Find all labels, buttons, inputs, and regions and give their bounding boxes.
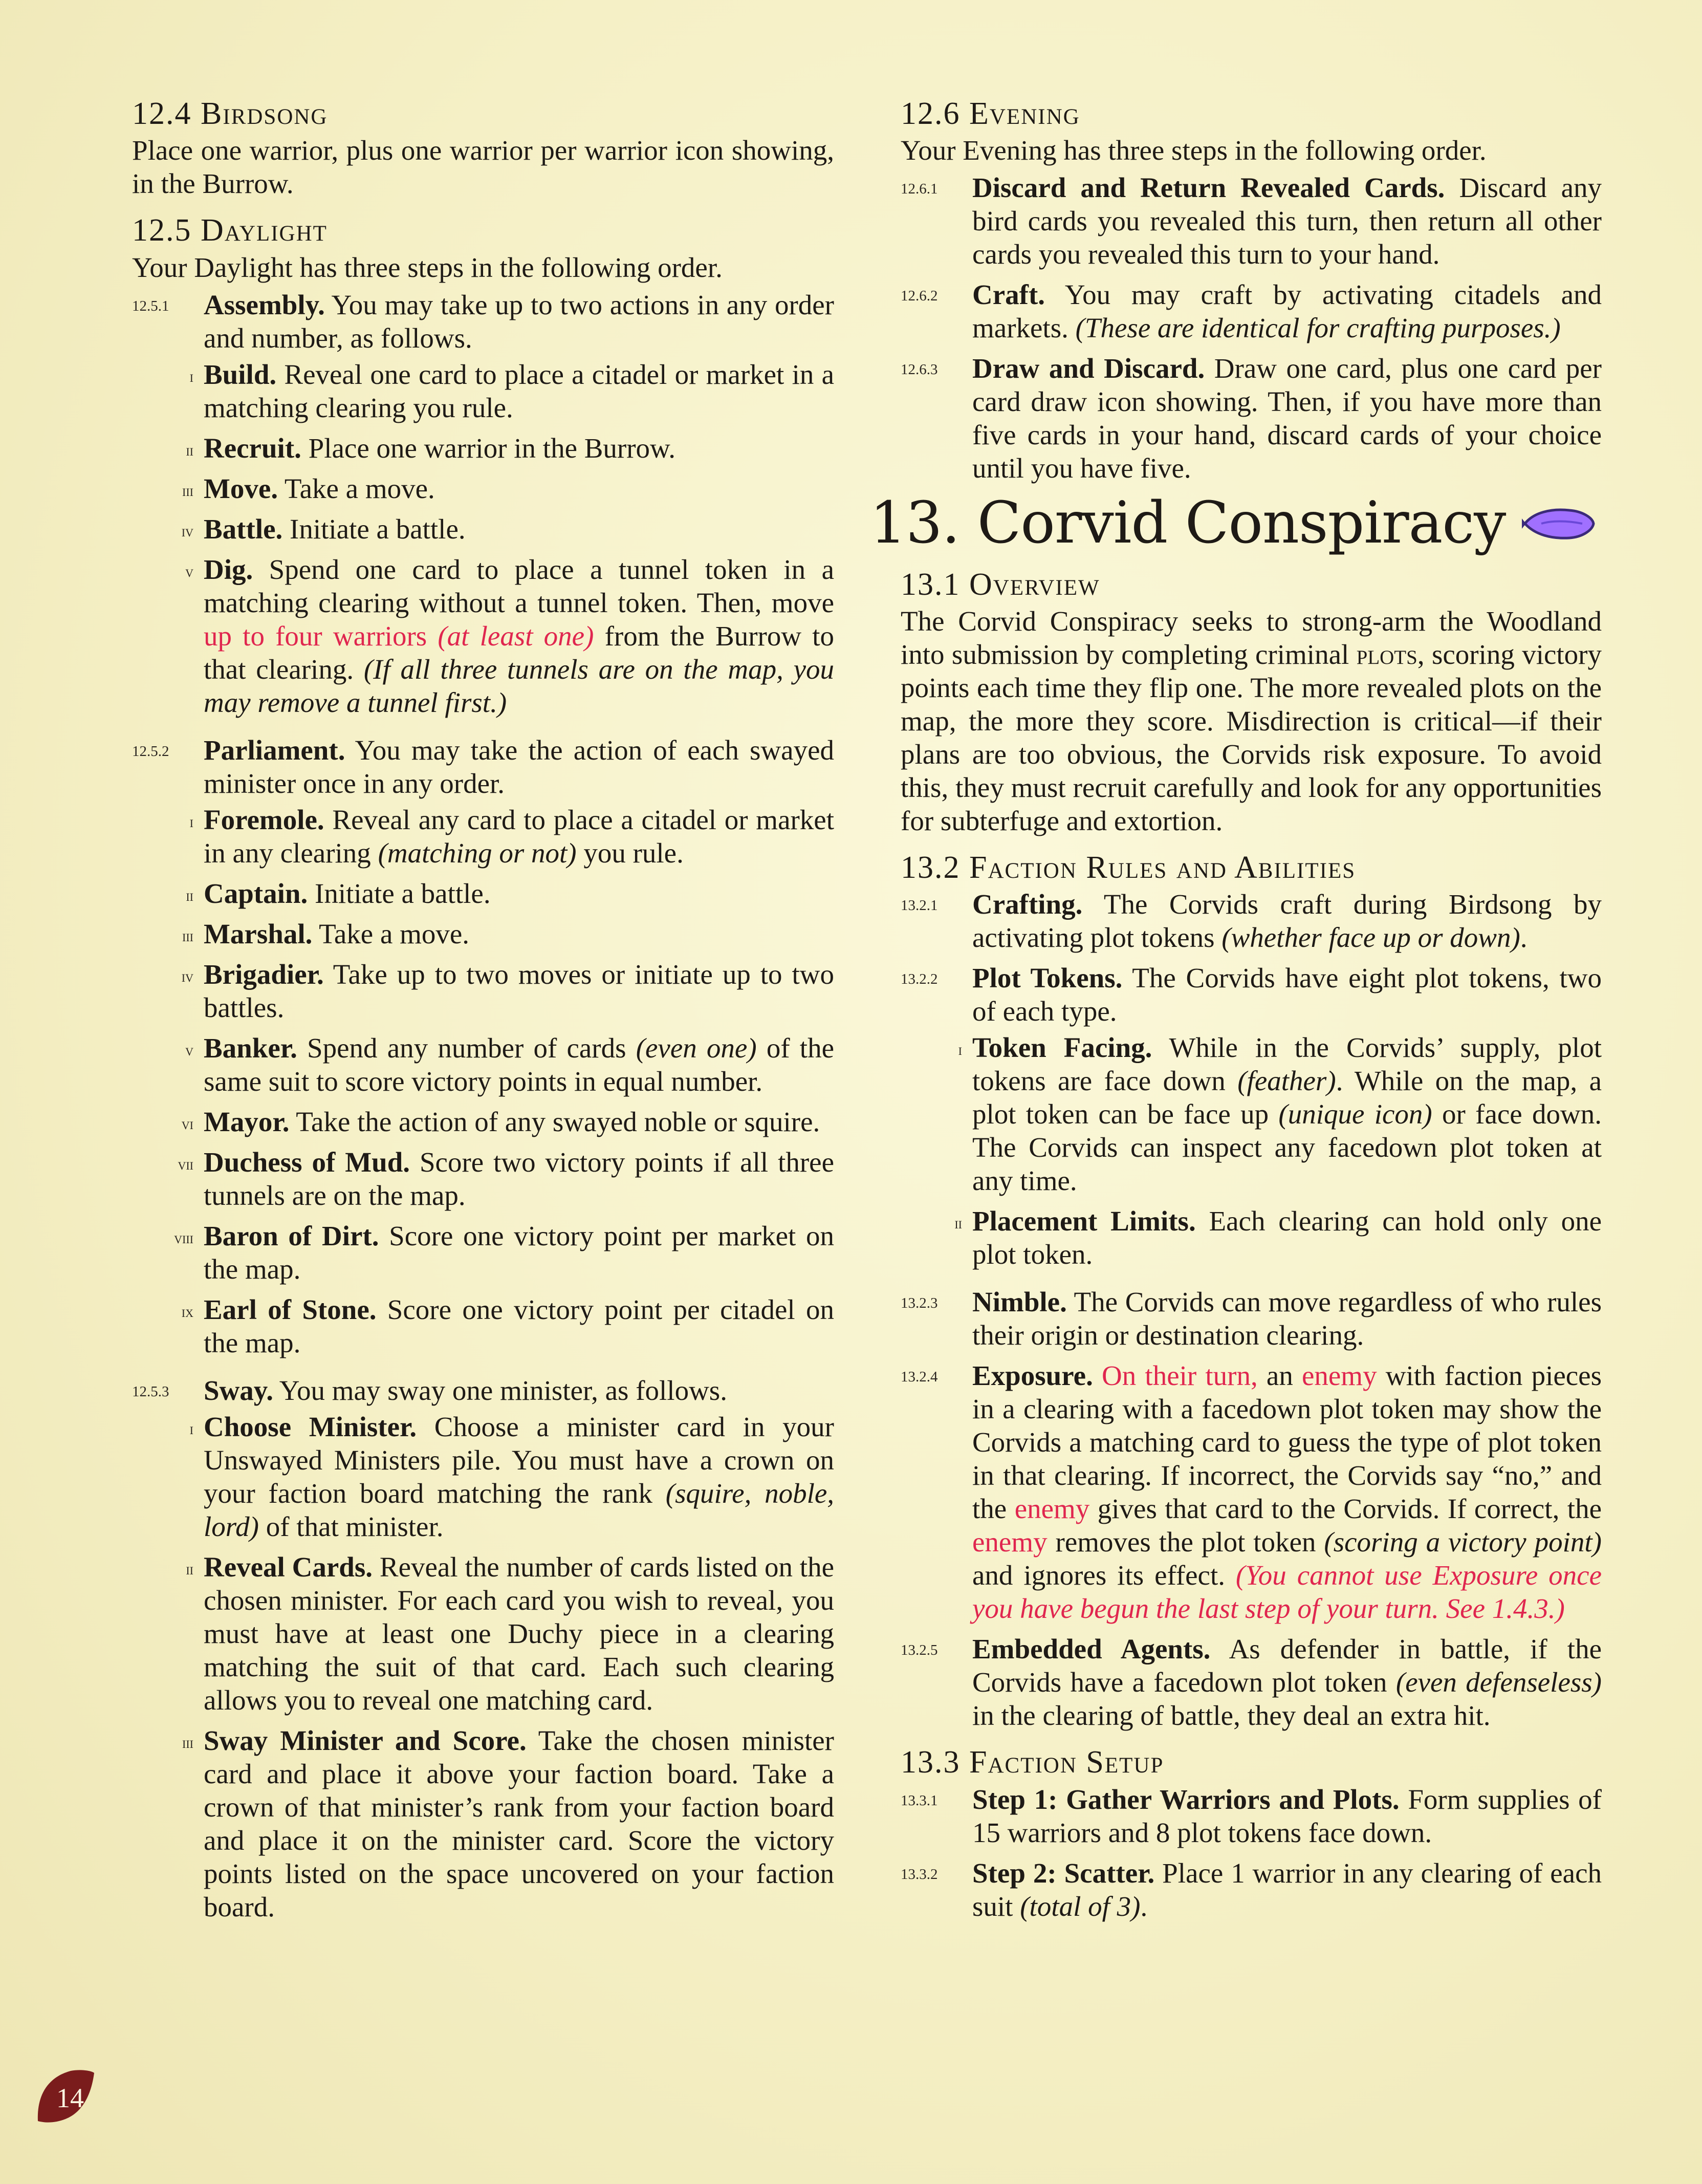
rule-number: 12.5.2 [132, 743, 169, 760]
chapter-title-text: 13. Corvid Conspiracy [870, 490, 1506, 557]
rule-text: Embedded Agents. As defender in battle, if the Corvids have a facedown plot token (even defenseless) in the clearing of battle, they deal an extra hit. [972, 1633, 1602, 1732]
sub-rule-sway-minister: iii Sway Minister and Score. Take the chosen minister card and place it above your faction board. Take a crown of that minister’s rank from your faction board and place it on the minister card. Score the victory points listed on the space uncovered on your faction board. [182, 1724, 834, 1922]
sub-rule-banker: v Banker. Spend any number of cards (even one) of the same suit to score victory points in equal number. [185, 1032, 835, 1097]
sub-rule-recruit: ii Recruit. Place one warrior in the Burrow. [186, 432, 675, 464]
rule-13-2-4 [901, 1359, 1602, 1625]
rule-number: 13.2.4 [901, 1369, 938, 1386]
rule-text: Discard and Return Revealed Cards. Discard any bird cards you revealed this turn, then return all other cards you revealed this turn to your hand. [972, 172, 1602, 270]
section-heading-overview: 13.1 Overview [901, 567, 1100, 602]
sub-rule-build: i Build. Reveal one card to place a citadel or market in a matching clearing you rule. [189, 358, 834, 423]
section-heading-evening: 12.6 Evening [901, 96, 1080, 131]
sub-rule-dig: v Dig. Spend one card to place a tunnel token in a matching clearing without a tunnel token. Then, move up to four warriors (at least one) from the Burrow to that clearing. (If all three tunnels are on the map, you may remove a tunnel first.) [185, 553, 835, 718]
sub-rule-placement-limits: ii Placement Limits. Each clearing can hold only one plot token. [954, 1205, 1602, 1270]
sub-rule-earl: ix Earl of Stone. Score one victory point per citadel on the map. [181, 1293, 834, 1358]
rule-text: Nimble. The Corvids can move regardless of who rules their origin or destination clearing. [972, 1286, 1602, 1351]
sub-rule-reveal-cards: ii Reveal Cards. Reveal the number of cards listed on the chosen minister. For each card you wish to reveal, you must have at least one Duchy piece in a clearing matching the suit of that card. Each such clearing allows you to reveal one matching card. [186, 1551, 835, 1716]
sub-rule-choose-minister: i Choose Minister. Choose a minister card in your Unswayed Ministers pile. You must have a crown on your faction board matching the rank (squire, noble, lord) of that minister. [189, 1411, 835, 1542]
sub-rule-foremole: i Foremole. Reveal any card to place a citadel or market in any clearing (matching or not) you rule. [189, 804, 834, 869]
sub-rule-battle: iv Battle. Initiate a battle. [181, 513, 466, 545]
daylight-intro: Your Daylight has three steps in the following order. [132, 251, 723, 283]
evening-intro: Your Evening has three steps in the following order. [901, 135, 1487, 166]
rule-12-5-2 [132, 733, 834, 1367]
rule-13-2-5 [901, 1632, 1602, 1732]
sub-rule-duchess: vii Duchess of Mud. Score two victory points if all three tunnels are on the map. [178, 1146, 834, 1211]
right-column [870, 95, 1602, 1930]
overview-text: The Corvid Conspiracy seeks to strong-arm the Woodland into submission by completing criminal plots, scoring victory points each time they flip one. The more revealed plots on the map, the more they score. Misdirection is critical—if their plans are too obvious, the Corvids risk exposure. To avoid this, they must recruit carefully and look for any opportunities for subterfuge and extortion. [901, 605, 1602, 836]
rule-13-3-2 [901, 1856, 1602, 1923]
page-number: 14 [56, 2083, 84, 2113]
chapter-title [870, 492, 1602, 555]
rule-number: 13.3.1 [901, 1792, 938, 1809]
rule-number: 12.6.3 [901, 361, 938, 378]
rule-text: Step 1: Gather Warriors and Plots. Form supplies of 15 warriors and 8 plot tokens face down. [972, 1783, 1602, 1848]
sub-rule-move: iii Move. Take a move. [182, 472, 435, 504]
rule-12-6-2 [901, 278, 1602, 344]
rule-number: 12.6.1 [901, 181, 938, 198]
section-heading-daylight: 12.5 Daylight [132, 213, 328, 248]
rule-number: 12.5.3 [132, 1383, 169, 1400]
birdsong-text: Place one warrior, plus one warrior per warrior icon showing, in the Burrow. [132, 135, 834, 200]
rule-text: Sway. You may sway one minister, as follows. [204, 1374, 727, 1406]
left-column [132, 95, 834, 1938]
sub-rule-marshal: iii Marshal. Take a move. [182, 918, 470, 949]
rule-text: Crafting. The Corvids craft during Birdsong by activating plot tokens (whether face up or down). [972, 889, 1602, 954]
rule-text: Draw and Discard. Draw one card, plus one card per card draw icon showing. Then, if you have more than five cards in your hand, discard cards of your choice until you have five. [972, 353, 1602, 484]
rule-12-5-3 [132, 1374, 834, 1931]
rule-12-5-1 [132, 288, 834, 726]
section-heading-birdsong: 12.4 Birdsong [132, 96, 328, 131]
rule-number: 12.5.1 [132, 297, 169, 314]
rule-text: Plot Tokens. The Corvids have eight plot tokens, two of each type. [972, 962, 1602, 1027]
rule-13-2-1 [901, 888, 1602, 954]
rule-text: Exposure. On their turn, an enemy with faction pieces in a clearing with a facedown plot token may show the Corvids a matching card to guess the type of plot token in that clearing. If incorrect, the Corvids say “no,” and the enemy gives that card to the Corvids. If correct, the enemy removes the plot token (scoring a victory point) and ignores its effect. (You cannot use Exposure once you have begun the last step of your turn. See 1.4.3.) [972, 1360, 1602, 1625]
sub-rule-mayor: vi Mayor. Take the action of any swayed noble or squire. [181, 1106, 820, 1137]
corvid-faction-icon [1521, 503, 1598, 544]
rule-12-6-1 [901, 171, 1602, 271]
section-heading-faction-setup: 13.3 Faction Setup [901, 1745, 1164, 1780]
rule-number: 13.2.2 [901, 971, 938, 988]
rule-text: Craft. You may craft by activating citadels and markets. (These are identical for crafting purposes.) [972, 279, 1602, 344]
sub-rule-captain: ii Captain. Initiate a battle. [186, 877, 491, 909]
rule-number: 13.2.1 [901, 897, 938, 914]
rule-number: 13.2.5 [901, 1642, 938, 1659]
sub-rule-token-facing: i Token Facing. While in the Corvids’ supply, plot tokens are face down (feather). While on the map, a plot token can be face up (unique icon) or face down. The Corvids can inspect any facedown plot token at any time. [958, 1032, 1602, 1197]
rule-text: Parliament. You may take the action of each swayed minister once in any order. [204, 734, 834, 799]
rule-13-2-3 [901, 1285, 1602, 1352]
sub-rule-brigadier: iv Brigadier. Take up to two moves or initiate up to two battles. [181, 958, 834, 1023]
section-heading-faction-rules: 13.2 Faction Rules and Abilities [901, 850, 1356, 885]
rule-13-3-1 [901, 1783, 1602, 1849]
rule-text: Assembly. You may take up to two actions in any order and number, as follows. [204, 289, 834, 354]
rule-number: 13.3.2 [901, 1866, 938, 1883]
sub-rule-baron: viii Baron of Dirt. Score one victory point per market on the map. [174, 1220, 834, 1285]
rule-number: 12.6.2 [901, 288, 938, 305]
rule-13-2-2 [901, 961, 1602, 1278]
rule-12-6-3 [901, 352, 1602, 485]
rule-number: 13.2.3 [901, 1295, 938, 1312]
page-number-leaf [35, 2068, 96, 2124]
rule-text: Step 2: Scatter. Place 1 warrior in any clearing of each suit (total of 3). [972, 1857, 1602, 1922]
